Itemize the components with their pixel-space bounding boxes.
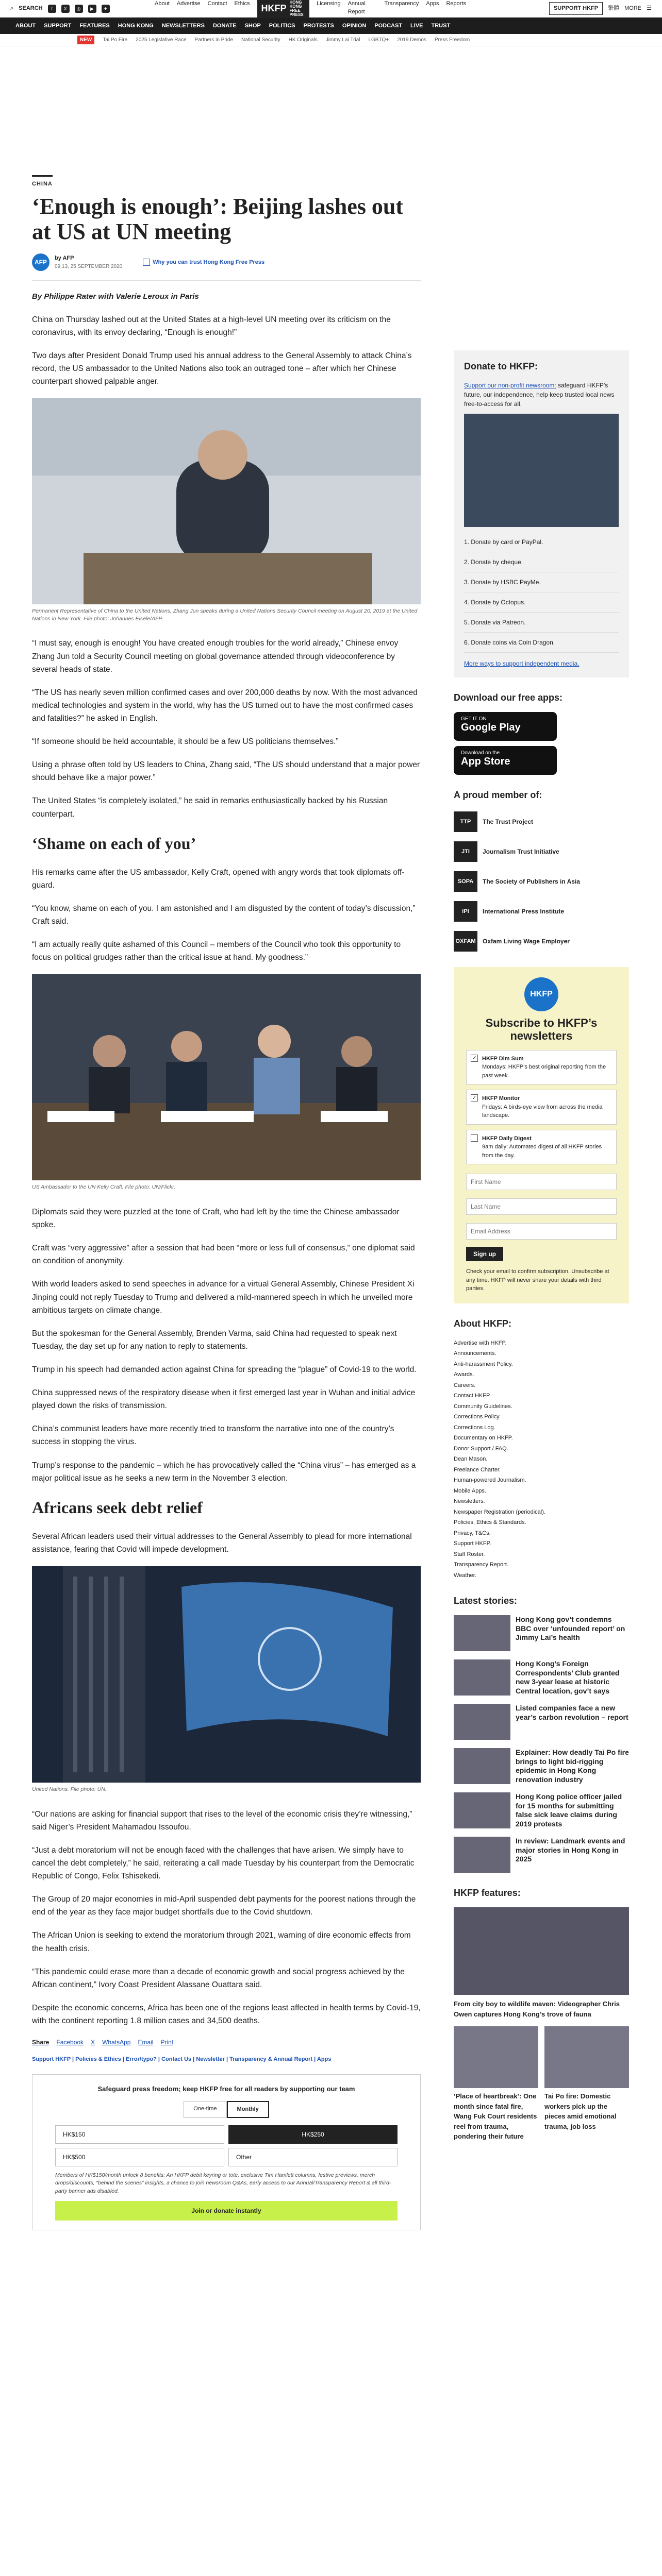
donate-method[interactable]: 2. Donate by cheque. <box>464 552 619 572</box>
features-heading: HKFP features: <box>454 1888 521 1899</box>
paragraph: “I am actually really quite ashamed of this Council – members of the Council who took this opportunity to focus on political grudges rather than the critical issue at hand. My goodness.” <box>32 940 401 962</box>
paragraph: Using a phrase often told by US leaders to China, Zhang said, “The US should understand that a major power should behave like a major power.” <box>32 760 420 783</box>
trend-item[interactable]: Press Freedom <box>434 37 470 43</box>
feature-title[interactable]: From city boy to wildlife maven: Videographer Chris Owen captures Hong Kong’s trove of fauna <box>454 2000 620 2018</box>
latest-heading: Latest stories: <box>454 1596 518 1606</box>
paragraph: “This pandemic could erase more than a decade of economic growth and social progress achieved by the African continent,” Ivory Coast President Alassane Ouattara said. <box>32 1967 405 1989</box>
about-heading: About HKFP: <box>454 1318 511 1329</box>
amount-option-selected[interactable]: HK$250 <box>228 2125 398 2144</box>
trend-item[interactable]: Jimmy Lai Trial <box>325 37 360 43</box>
top-link-contact[interactable]: Contact <box>207 0 227 7</box>
donate-method[interactable]: 3. Donate by HSBC PayMe. <box>464 572 619 592</box>
share-bar <box>32 2038 421 2047</box>
apps-heading: Download our free apps: <box>454 692 563 703</box>
paragraph: With world leaders asked to send speeches in advance for a virtual General Assembly, Chinese President Xi Jinping could not reply Tuesday to Trump and delivered a mild-mannered speech in which he unveiled more ambitious targets on climate change. <box>32 1280 415 1315</box>
about-link[interactable]: Dean Mason. <box>454 1456 488 1463</box>
donate-link[interactable]: Support our non-profit newsroom: <box>464 382 556 389</box>
about-link[interactable]: Support HKFP. <box>454 1540 491 1547</box>
paragraph: Craft was “very aggressive” after a session that had been “more or less full of consensus,” one diplomat said on condition of anonymity. <box>32 1244 415 1266</box>
latest-story[interactable]: Explainer: How deadly Tai Po fire brings to light bid-rigging epidemic in Hong Kong renovation industry <box>454 1748 629 1784</box>
member-trust-project[interactable]: TTP The Trust Project <box>454 809 629 834</box>
subheading: ‘Shame on each of you’ <box>32 834 196 853</box>
share-x[interactable]: X <box>91 2039 95 2046</box>
about-link[interactable]: Documentary on HKFP. <box>454 1435 513 1442</box>
last-name-field[interactable] <box>466 1198 617 1215</box>
support-heading: Safeguard press freedom; keep HKFP free for all readers by supporting our team <box>97 2084 355 2093</box>
checkbox-checked-icon: ✓ <box>471 1055 478 1062</box>
latest-story[interactable]: Listed companies face a new year’s carbon revolution – report <box>454 1704 629 1740</box>
more-menu[interactable]: MORE <box>624 5 642 12</box>
top-link-advertise[interactable]: Advertise <box>176 0 201 7</box>
share-email[interactable]: Email <box>138 2039 154 2046</box>
latest-story[interactable]: Hong Kong gov’t condemns BBC over ‘unfounded report’ on Jimmy Lai’s health <box>454 1615 629 1651</box>
checkbox-checked-icon: ✓ <box>471 1094 478 1101</box>
authors-line: By Philippe Rater with Valerie Leroux in Paris <box>32 292 199 301</box>
nav-newsletters[interactable]: NEWSLETTERS <box>161 22 205 29</box>
newsletter-box <box>454 967 629 1303</box>
nav-protests[interactable]: PROTESTS <box>303 22 334 29</box>
about-link[interactable]: Transparency Report. <box>454 1562 508 1568</box>
feature-title[interactable]: ‘Place of heartbreak’: One month since fatal fire, Wang Fuk Court residents reel from trauma, pondering their future <box>454 2092 537 2141</box>
top-link-licensing[interactable]: Licensing <box>317 0 341 7</box>
nav-hong-kong[interactable]: HONG KONG <box>118 22 154 29</box>
paragraph: “Just a debt moratorium will not be enough faced with the challenges that have arisen. We simply have to cancel the debt completely,” he said, reiterating a call made Tuesday by his counterpart from the Democratic Republic of Congo, Felix Tshisekedi. <box>32 1845 415 1881</box>
paragraph: “Our nations are asking for financial support that rises to the level of the economic crisis they’re witnessing,” said Niger’s President Mahamadou Issoufou. <box>32 1809 412 1832</box>
paragraph: “The US has nearly seven million confirmed cases and over 200,000 deaths by now. With the most advanced medical technologies and system in the world, why has the US turned out to have the most confirmed cases and fatalities?” he asked in English. <box>32 688 418 723</box>
paragraph: The United States “is completely isolated,” he said in remarks enthusiastically backed by his Russian counterpart. <box>32 796 388 819</box>
more-ways-link[interactable]: More ways to support independent media. <box>464 660 580 667</box>
about-list <box>454 1317 629 1581</box>
member-heading: A proud member of: <box>454 790 542 800</box>
trust-icon <box>143 259 150 266</box>
trend-item[interactable]: HK Originals <box>288 37 318 43</box>
donate-heading: Donate to HKFP: <box>464 361 538 371</box>
photo-caption: Permanent Representative of China to the United Nations, Zhang Jun speaks during a United Nations Security Council meeting on August 20, 2019 at the United Nations in New York. File photo: Johannes Eisele/AFP. <box>32 608 418 622</box>
new-badge: NEW <box>77 36 94 44</box>
about-link[interactable]: Community Guidelines. <box>454 1403 512 1410</box>
story-thumbnail <box>454 1615 510 1651</box>
category-rule <box>32 175 53 177</box>
author-avatar[interactable]: AFP <box>32 253 49 271</box>
language-link[interactable]: 繁體 <box>608 5 620 12</box>
about-link[interactable]: Weather. <box>454 1572 476 1579</box>
paragraph: Diplomats said they were puzzled at the tone of Craft, who had left by the time the Chinese ambassador spoke. <box>32 1208 400 1230</box>
member-oxfam[interactable]: OXFAM Oxfam Living Wage Employer <box>454 929 629 954</box>
paragraph: Several African leaders used their virtual addresses to the General Assembly to plead for more international assistance, fearing that Covid will impede development. <box>32 1532 412 1554</box>
member-jti[interactable]: JTI Journalism Trust Initiative <box>454 839 629 864</box>
photo-caption: US Ambassador to the UN Kelly Craft. File photo: UN/Flickr. <box>32 1184 176 1191</box>
about-link[interactable]: Privacy, T&Cs. <box>454 1530 491 1536</box>
about-link[interactable]: Freelance Charter. <box>454 1466 501 1473</box>
amount-option[interactable]: Other <box>228 2148 398 2166</box>
story-thumbnail <box>454 1659 510 1696</box>
paragraph: Trump’s response to the pandemic – which he has provocatively called the “China virus” – has emerged as a major political issue as he seeks a new term in the November 3 election. <box>32 1461 416 1483</box>
story-thumbnail <box>454 1704 510 1740</box>
article <box>32 175 421 2230</box>
sidebar <box>454 350 629 2149</box>
trend-item[interactable]: 2025 Legislative Race <box>136 37 187 43</box>
share-print[interactable]: Print <box>160 2039 174 2046</box>
story-thumbnail <box>454 1792 510 1828</box>
hkfp-logo[interactable]: HKFP HONG KONG FREE PRESS <box>257 0 310 18</box>
features-list <box>454 1886 629 2149</box>
author-name[interactable]: by AFP <box>55 255 74 262</box>
instagram-icon[interactable]: ◎ <box>75 5 83 13</box>
nav-opinion[interactable]: OPINION <box>342 22 367 29</box>
about-link[interactable]: Donor Support / FAQ. <box>454 1445 508 1452</box>
main-nav <box>0 18 662 34</box>
nav-features[interactable]: FEATURES <box>79 22 110 29</box>
search-icon[interactable]: ⌕ <box>10 5 14 12</box>
about-link[interactable]: Announcements. <box>454 1350 496 1357</box>
photo-zhang-jun <box>32 398 421 604</box>
telegram-icon[interactable]: ✈ <box>102 5 110 13</box>
paragraph: But the spokesman for the General Assembly, Brenden Varma, said China had requested to speak next Tuesday, the day set up for any nation to reply to statements. <box>32 1329 397 1351</box>
trend-item[interactable]: 2019 Demos <box>397 37 426 43</box>
newsletter-note: Check your email to confirm subscription. Unsubscribe at any time. HKFP will never share your details with third parties. <box>466 1268 609 1292</box>
photo-zhang-jun-illustration <box>32 398 421 604</box>
nav-donate[interactable]: DONATE <box>212 22 237 29</box>
paragraph: Trump in his speech had demanded action against China for spreading the “plague” of Covid-19 to the world. <box>32 1365 417 1374</box>
paragraph: China suppressed news of the respiratory disease when it first emerged last year in Wuhan and initial advice played down the risks of transmission. <box>32 1388 416 1411</box>
nav-podcast[interactable]: PODCAST <box>374 22 403 29</box>
article-title: ‘Enough is enough’: Beijing lashes out at US at UN meeting <box>32 193 404 244</box>
donate-box <box>454 350 629 677</box>
trend-item[interactable]: National Security <box>241 37 280 43</box>
newsletter-heading: Subscribe to HKFP’s newsletters <box>485 1016 598 1043</box>
share-label: Share <box>32 2039 49 2046</box>
footer-links[interactable]: Support HKFP | Policies & Ethics | Error/typo? | Contact Us | Newsletter | Transparency & Annual Report | Apps <box>32 2056 332 2063</box>
subheading: Africans seek debt relief <box>32 1498 203 1517</box>
about-link[interactable]: Corrections Policy. <box>454 1414 501 1420</box>
top-link-transparency[interactable]: Transparency <box>384 0 419 7</box>
youtube-icon[interactable]: ▶ <box>88 5 96 13</box>
about-link[interactable]: Anti-harassment Policy. <box>454 1361 513 1367</box>
paragraph: Two days after President Donald Trump used his annual address to the General Assembly to attack China’s record, the US ambassador to the United Nations also took an outraged tone – after which her Chinese counterpart showed palpable anger. <box>32 351 412 386</box>
newsletter-option[interactable]: HKFP Daily Digest 9am daily: Automated digest of all HKFP stories from the day. <box>466 1130 617 1165</box>
paragraph: The Group of 20 major economies in mid-April suspended debt payments for the poorest nations through the end of the year as they face major budget shortfalls due to the Covid shutdown. <box>32 1895 416 1917</box>
paragraph: China’s communist leaders have more recently tried to transform the narrative into one of the country’s success in stopping the virus. <box>32 1425 394 1447</box>
support-box <box>32 2074 421 2230</box>
trust-link[interactable]: Why you can trust Hong Kong Free Press <box>143 258 264 267</box>
signup-button[interactable]: Sign up <box>466 1247 503 1261</box>
join-donate-button[interactable]: Join or donate instantly <box>55 2201 398 2221</box>
photo-security-council <box>32 974 421 1180</box>
share-facebook[interactable]: Facebook <box>56 2039 84 2046</box>
share-whatsapp[interactable]: WhatsApp <box>102 2039 131 2046</box>
donate-image <box>464 414 619 527</box>
top-links <box>155 0 466 18</box>
about-link[interactable]: Careers. <box>454 1382 476 1388</box>
about-link[interactable]: Advertise with HKFP. <box>454 1340 507 1346</box>
about-link[interactable]: Newspaper Registration (periodical). <box>454 1509 545 1515</box>
top-bar <box>0 0 662 18</box>
photo-caption: United Nations. File photo: UN. <box>32 1786 107 1792</box>
donate-method[interactable]: 6. Donate coins via Coin Dragon. <box>464 633 619 653</box>
latest-story[interactable]: In review: Landmark events and major stories in Hong Kong in 2025 <box>454 1837 629 1873</box>
top-link-about[interactable]: About <box>155 0 170 7</box>
google-play-badge[interactable]: GET IT ON Google Play <box>454 712 557 741</box>
feature-image[interactable] <box>454 2026 538 2088</box>
top-link-ethics[interactable]: Ethics <box>234 0 250 7</box>
story-thumbnail <box>454 1837 510 1873</box>
nav-live[interactable]: LIVE <box>410 22 423 29</box>
first-name-field[interactable] <box>466 1174 617 1190</box>
about-link[interactable]: Corrections Log. <box>454 1424 495 1431</box>
member-benefits-note: Members of HK$150/month unlock 8 benefits: An HKFP debit keyring or tote, exclusive Tim Hamlett columns, festive previews, merch drops/discounts, “behind the scenes” insights, a chance to join newsroom Q&As, early access to our Annual/Transparency Report & all third-party banner ads disabled. <box>55 2172 391 2195</box>
about-link[interactable]: Contact HKFP. <box>454 1393 491 1399</box>
nav-support[interactable]: SUPPORT <box>44 22 72 29</box>
amount-option[interactable]: HK$500 <box>55 2148 224 2166</box>
feature-image[interactable] <box>454 1907 629 1995</box>
tab-one-time[interactable]: One-time <box>184 2101 226 2118</box>
amount-option[interactable]: HK$150 <box>55 2125 224 2144</box>
about-link[interactable]: Awards. <box>454 1371 474 1378</box>
nav-politics[interactable]: POLITICS <box>269 22 295 29</box>
top-link-reports[interactable]: Reports <box>446 0 466 7</box>
tab-monthly[interactable]: Monthly <box>227 2101 269 2118</box>
support-hkfp-button[interactable]: SUPPORT HKFP <box>549 2 603 15</box>
paragraph: “You know, shame on each of you. I am astonished and I am disgusted by the content of today’s discussion,” Craft said. <box>32 904 416 926</box>
latest-story[interactable]: Hong Kong police officer jailed for 15 months for submitting false sick leave claims during 2019 protests <box>454 1792 629 1828</box>
checkbox-icon <box>471 1134 478 1142</box>
newsletter-option[interactable]: ✓ HKFP Dim Sum Mondays: HKFP’s best original reporting from the past week. <box>466 1050 617 1085</box>
member-ipi[interactable]: IPI International Press Institute <box>454 899 629 924</box>
email-field[interactable] <box>466 1223 617 1240</box>
top-link-apps[interactable]: Apps <box>426 0 439 7</box>
nav-shop[interactable]: SHOP <box>244 22 261 29</box>
about-link[interactable]: Staff Roster. <box>454 1551 485 1557</box>
story-thumbnail <box>454 1748 510 1784</box>
donate-text: safeguard HKFP’s future, our independence, help keep trusted local news free-to-access for all. <box>464 382 615 408</box>
facebook-icon[interactable]: f <box>48 5 56 13</box>
about-link[interactable]: Mobile Apps. <box>454 1487 486 1494</box>
donate-method[interactable]: 5. Donate via Patreon. <box>464 613 619 633</box>
trending-bar <box>0 34 662 46</box>
paragraph: “I must say, enough is enough! You have created enough troubles for the world already,” Chinese envoy Zhang Jun told a Security Council meeting on global governance attended through videoconference by several heads of state. <box>32 639 399 674</box>
newsletter-logo: HKFP <box>524 977 558 1011</box>
trend-item[interactable]: LGBTQ+ <box>368 37 389 43</box>
photo-un-flag-illustration <box>32 1566 421 1783</box>
photo-un-flag <box>32 1566 421 1783</box>
x-icon[interactable]: X <box>61 5 70 13</box>
member-sopa[interactable]: SOPA The Society of Publishers in Asia <box>454 869 629 894</box>
about-link[interactable]: Human-powered Journalism. <box>454 1477 526 1484</box>
latest-stories <box>454 1594 629 1873</box>
search-label[interactable]: SEARCH <box>19 5 43 12</box>
nav-about[interactable]: ABOUT <box>15 22 36 29</box>
article-date: 09:13, 25 SEPTEMBER 2020 <box>55 263 123 269</box>
article-category[interactable]: CHINA <box>32 181 53 187</box>
menu-icon[interactable]: ☰ <box>647 5 652 12</box>
trend-item[interactable]: Partners in Pride <box>194 37 234 43</box>
app-store-badge[interactable]: Download on the App Store <box>454 746 557 775</box>
feature-title[interactable]: Tai Po fire: Domestic workers pick up the pieces amid emotional trauma, job loss <box>544 2092 617 2130</box>
trend-item[interactable]: Tai Po Fire <box>103 37 128 43</box>
about-link[interactable]: Newsletters. <box>454 1498 485 1505</box>
paragraph: China on Thursday lashed out at the United States at a high-level UN meeting over its criticism on the coronavirus, with its envoy declaring, “Enough is enough!” <box>32 315 391 337</box>
latest-story[interactable]: Hong Kong’s Foreign Correspondents’ Club granted new 3-year lease at historic Central location, gov’t says <box>454 1659 629 1696</box>
byline <box>32 253 421 271</box>
paragraph: Despite the economic concerns, Africa has been one of the regions least affected in health terms by Covid-19, with the continent reporting 1.8 million cases and 34,500 deaths. <box>32 2003 421 2025</box>
photo-security-council-illustration <box>32 974 421 1180</box>
about-link[interactable]: Policies, Ethics & Standards. <box>454 1519 526 1526</box>
newsletter-option[interactable]: ✓ HKFP Monitor Fridays: A birds-eye view from across the media landscape. <box>466 1090 617 1125</box>
paragraph: “If someone should be held accountable, it should be a few US politicians themselves.” <box>32 737 339 747</box>
nav-trust[interactable]: TRUST <box>431 22 451 29</box>
feature-image[interactable] <box>544 2026 629 2088</box>
donate-method[interactable]: 4. Donate by Octopus. <box>464 592 619 613</box>
paragraph: The African Union is seeking to extend the moratorium through 2021, warning of dire economic effects from the health crisis. <box>32 1931 411 1953</box>
donate-method[interactable]: 1. Donate by card or PayPal. <box>464 532 619 552</box>
paragraph: His remarks came after the US ambassador, Kelly Craft, opened with angry words that took diplomats off-guard. <box>32 868 405 890</box>
top-link-annual-report[interactable]: Annual Report <box>347 0 366 15</box>
